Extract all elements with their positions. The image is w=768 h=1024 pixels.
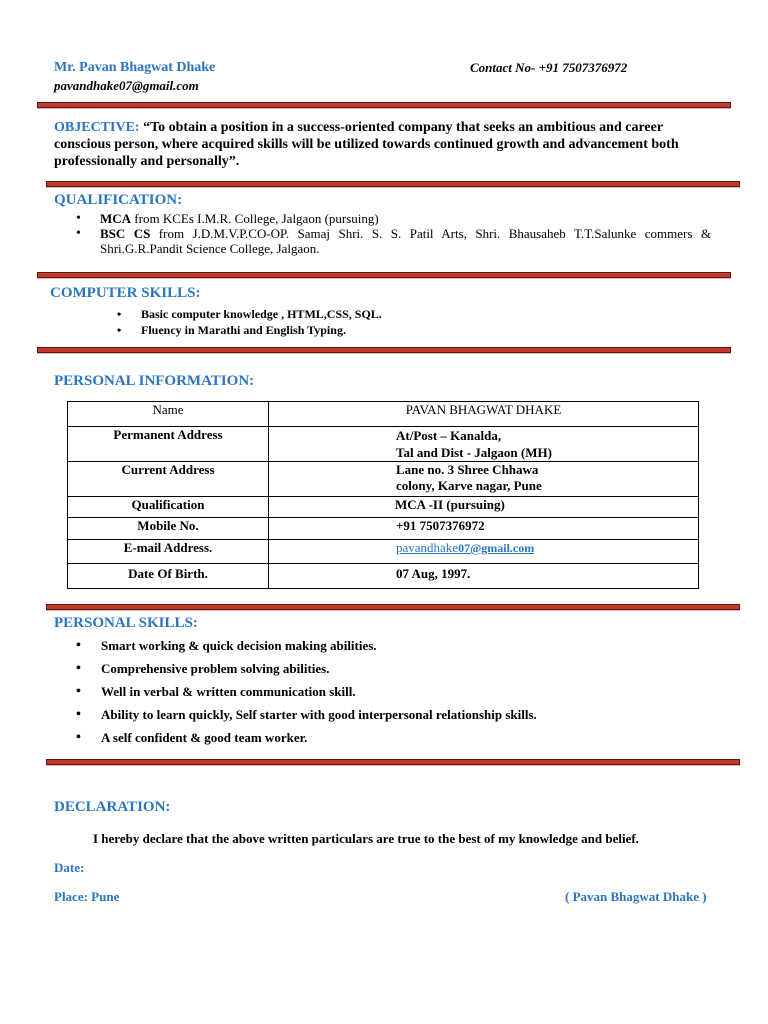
table-value: PAVAN BHAGWAT DHAKE	[269, 402, 699, 427]
table-key: Date Of Birth.	[68, 564, 269, 589]
qualification-list	[76, 211, 711, 256]
contact-number: Contact No- +91 7507376972	[470, 60, 628, 75]
email-header: pavandhake07@gmail.com	[54, 78, 199, 93]
table-row	[68, 462, 699, 497]
computer-skills-heading: COMPUTER SKILLS:	[50, 285, 201, 301]
table-row	[68, 497, 699, 518]
divider-6	[46, 759, 740, 765]
divider-4	[37, 347, 731, 353]
applicant-name: Mr. Pavan Bhagwat Dhake	[54, 60, 216, 75]
table-value: +91 7507376972	[269, 518, 699, 540]
personal-skill-item: • Smart working & quick decision making abilities.	[76, 638, 377, 653]
table-row	[68, 518, 699, 540]
signature: ( Pavan Bhagwat Dhake )	[565, 889, 707, 904]
declaration-heading: DECLARATION:	[54, 799, 171, 815]
date-label: Date:	[54, 860, 85, 875]
divider-3	[37, 272, 731, 278]
computer-skill-item: • Fluency in Marathi and English Typing.	[117, 323, 346, 337]
personal-skill-item: • A self confident & good team worker.	[76, 730, 308, 745]
table-key: Qualification	[68, 497, 269, 518]
personal-skill-item: • Comprehensive problem solving abilities.	[76, 661, 330, 676]
objective-label: OBJECTIVE:	[54, 120, 140, 135]
divider-2	[46, 181, 740, 187]
qualification-degree: MCA	[100, 211, 132, 226]
table-row	[68, 427, 699, 462]
personal-info-table	[67, 401, 699, 589]
personal-skills-list	[76, 634, 716, 749]
personal-skill-item: • Well in verbal & written communication skill.	[76, 684, 356, 699]
table-key: Permanent Address	[68, 427, 269, 462]
objective-block	[54, 119, 714, 170]
declaration-text: I hereby declare that the above written particulars are true to the best of my knowledge and belief.	[93, 831, 639, 846]
table-value: 07 Aug, 1997.	[269, 564, 699, 589]
personal-skill-item: • Ability to learn quickly, Self starter with good interpersonal relationship skills.	[76, 707, 537, 722]
email-link[interactable]: pavandhake07@gmail.com	[396, 540, 535, 555]
computer-skill-item: • Basic computer knowledge , HTML,CSS, SQL.	[117, 307, 382, 321]
qualification-detail: from KCEs I.M.R. College, Jalgaon (pursuing)	[131, 211, 379, 226]
table-row	[68, 540, 699, 564]
qualification-heading: QUALIFICATION:	[54, 192, 183, 208]
table-row	[68, 402, 699, 427]
table-value: Lane no. 3 Shree Chhawa colony, Karve nagar, Pune	[269, 462, 699, 497]
qualification-item: • MCA from KCEs I.M.R. College, Jalgaon (pursuing)	[76, 211, 379, 226]
table-value	[269, 540, 699, 564]
table-value: MCA -II (pursuing)	[269, 497, 699, 518]
table-row	[68, 564, 699, 589]
personal-skills-heading: PERSONAL SKILLS:	[54, 615, 198, 631]
qualification-degree: BSC CS	[100, 226, 151, 241]
objective-text: “To obtain a position in a success-oriented company that seeks an ambitious and career conscious person, where acquired skills will be utilized towards continued growth and advancement both professionally and personally”.	[54, 120, 679, 169]
divider-5	[46, 604, 740, 610]
table-key: Mobile No.	[68, 518, 269, 540]
qualification-detail: from J.D.M.V.P.CO-OP. Samaj Shri. S. S. Patil Arts, Shri. Bhausaheb T.T.Salunke commers & Shri.G.R.Pandit Science College, Jalgaon.	[100, 226, 711, 256]
computer-skills-list	[117, 306, 677, 338]
table-key: Current Address	[68, 462, 269, 497]
place-label: Place: Pune	[54, 889, 120, 904]
table-value: At/Post – Kanalda, Tal and Dist - Jalgaon (MH)	[269, 427, 699, 462]
table-key: Name	[68, 402, 269, 427]
qualification-item: • BSC CS from J.D.M.V.P.CO-OP. Samaj Shri. S. S. Patil Arts, Shri. Bhausaheb T.T.Salunke commers & Shri.G.R.Pandit Science College, Jalgaon.	[76, 226, 711, 256]
table-key: E-mail Address.	[68, 540, 269, 564]
personal-info-heading: PERSONAL INFORMATION:	[54, 373, 255, 389]
divider-1	[37, 102, 731, 108]
